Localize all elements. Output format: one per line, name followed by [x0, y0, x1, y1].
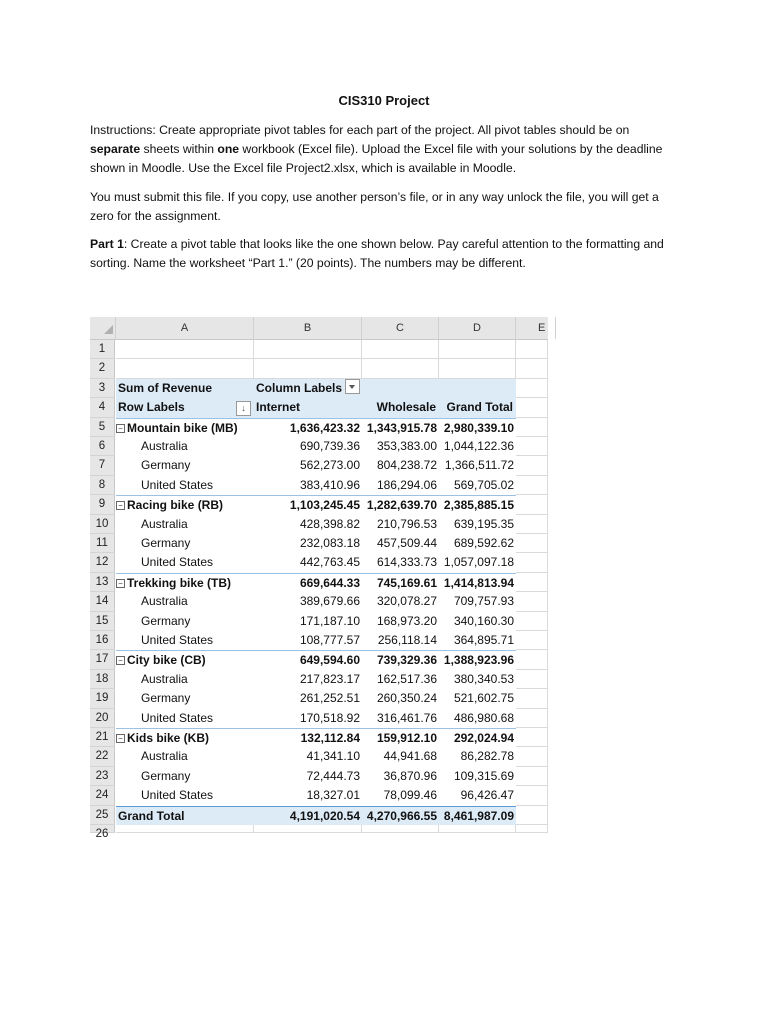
instructions-paragraph	[90, 121, 680, 178]
row-number[interactable]: 20	[90, 709, 115, 728]
column-labels-text: Column Labels	[256, 380, 343, 395]
empty-cell[interactable]	[439, 825, 516, 833]
group-internet-value[interactable]: 1,103,245.45	[254, 495, 362, 514]
sheet-row	[90, 825, 548, 840]
wholesale-value[interactable]: 78,099.46	[383, 788, 437, 803]
country-label[interactable]: United States	[141, 788, 214, 803]
sheet-row	[90, 456, 548, 475]
empty-cell[interactable]	[516, 592, 548, 611]
group-internet-value[interactable]: 132,112.84	[254, 728, 362, 747]
total-value[interactable]: 1,057,097.18	[443, 555, 514, 570]
total-value[interactable]: 569,705.02	[453, 477, 514, 492]
empty-cell[interactable]	[516, 786, 548, 805]
part1-lead: Part 1	[90, 237, 124, 251]
row-number[interactable]: 9	[90, 495, 115, 514]
collapse-minus-icon[interactable]: −	[116, 734, 125, 743]
internet-value[interactable]: 690,739.36	[299, 439, 360, 453]
internet-value[interactable]: 383,410.96	[299, 477, 360, 492]
column-header-d[interactable]: D	[439, 317, 516, 339]
row-number[interactable]: 13	[90, 573, 115, 592]
empty-cell[interactable]	[516, 437, 548, 456]
sheet-row	[90, 592, 548, 611]
pivot-row-labels[interactable]	[116, 398, 254, 417]
empty-cell[interactable]	[116, 340, 254, 359]
sort-filter-icon[interactable]: ↓	[236, 401, 251, 416]
sheet-row	[90, 534, 548, 553]
group-name: Racing bike (RB)	[127, 498, 224, 513]
wholesale-value[interactable]: 168,973.20	[376, 613, 437, 628]
row-number[interactable]: 5	[90, 418, 115, 437]
sheet-row	[90, 786, 548, 805]
group-label[interactable]	[116, 728, 254, 747]
group-total-value[interactable]: 2,385,885.15	[439, 495, 516, 514]
empty-cell[interactable]	[254, 825, 362, 833]
row-number[interactable]: 16	[90, 631, 115, 650]
row-number[interactable]: 8	[90, 476, 115, 495]
empty-cell[interactable]	[439, 340, 516, 359]
country-label[interactable]: United States	[141, 477, 214, 492]
internet-value[interactable]: 562,273.00	[299, 458, 360, 473]
row-number[interactable]: 26	[90, 825, 115, 833]
sheet-row	[90, 670, 548, 689]
sheet-row	[90, 612, 548, 631]
row-number[interactable]: 3	[90, 379, 115, 398]
total-value[interactable]: 709,757.93	[453, 594, 514, 609]
group-name: City bike (CB)	[127, 653, 206, 668]
empty-cell[interactable]	[516, 825, 548, 833]
total-value[interactable]: 86,282.78	[460, 749, 514, 764]
empty-cell[interactable]	[516, 728, 548, 747]
empty-cell[interactable]	[516, 689, 548, 708]
row-number[interactable]: 2	[90, 359, 115, 378]
sheet-row	[90, 359, 548, 378]
country-label[interactable]: Australia	[141, 671, 188, 686]
wholesale-value[interactable]: 210,796.53	[376, 516, 437, 531]
select-all-triangle-icon	[104, 325, 113, 334]
empty-cell[interactable]	[439, 359, 516, 378]
group-internet-value[interactable]: 1,636,423.32	[254, 418, 362, 437]
internet-value[interactable]: 261,252.51	[299, 691, 360, 706]
group-wholesale-value[interactable]: 159,912.10	[362, 728, 439, 747]
country-label[interactable]: Germany	[141, 613, 191, 628]
group-internet-value[interactable]: 649,594.60	[254, 650, 362, 669]
row-number[interactable]: 1	[90, 340, 115, 359]
total-value[interactable]: 1,044,122.36	[443, 439, 514, 453]
internet-value[interactable]: 389,679.66	[299, 594, 360, 609]
empty-cell[interactable]	[116, 359, 254, 378]
sheet-row	[90, 709, 548, 728]
group-wholesale-value[interactable]: 745,169.61	[362, 573, 439, 592]
wholesale-value[interactable]: 457,509.44	[376, 536, 437, 550]
part1-paragraph	[90, 235, 680, 273]
total-value[interactable]: 340,160.30	[453, 613, 514, 628]
row-number[interactable]: 14	[90, 592, 115, 611]
total-value[interactable]: 109,315.69	[453, 768, 514, 783]
country-label[interactable]: United States	[141, 633, 214, 647]
row-number[interactable]: 10	[90, 515, 115, 534]
empty-cell[interactable]	[516, 631, 548, 650]
sheet-row	[90, 515, 548, 534]
sheet-row	[90, 418, 548, 437]
sheet-row	[90, 689, 548, 708]
internet-value[interactable]: 108,777.57	[299, 633, 360, 647]
wholesale-value[interactable]: 316,461.76	[376, 710, 437, 725]
internet-value[interactable]: 442,763.45	[299, 555, 360, 570]
empty-cell[interactable]	[516, 515, 548, 534]
total-value[interactable]: 689,592.62	[453, 536, 514, 550]
group-label[interactable]	[116, 573, 254, 592]
instructions-text-a: Instructions: Create appropriate pivot tables for each part of the project. All pivot tables should be on	[90, 123, 630, 137]
wholesale-value[interactable]: 162,517.36	[376, 671, 437, 686]
total-value[interactable]: 96,426.47	[460, 788, 514, 803]
empty-cell[interactable]	[254, 359, 362, 378]
total-value[interactable]: 486,980.68	[453, 710, 514, 725]
sheet-row	[90, 553, 548, 572]
sheet-row	[90, 650, 548, 669]
row-labels-text: Row Labels	[118, 400, 185, 415]
header-band-cell[interactable]	[362, 379, 439, 398]
instructions-text-c: sheets within	[140, 142, 218, 156]
empty-cell[interactable]	[516, 767, 548, 786]
pivot-column-labels[interactable]	[254, 379, 362, 398]
internet-value[interactable]: 41,341.10	[306, 749, 360, 764]
internet-value[interactable]: 232,083.18	[299, 536, 360, 550]
country-label[interactable]: Australia	[141, 749, 188, 764]
row-number[interactable]: 12	[90, 553, 115, 572]
group-total-value[interactable]: 1,388,923.96	[439, 650, 516, 669]
row-number[interactable]: 23	[90, 767, 115, 786]
filter-dropdown-icon[interactable]	[345, 379, 360, 394]
collapse-minus-icon[interactable]: −	[116, 656, 125, 665]
country-label[interactable]: Australia	[141, 516, 188, 531]
row-number[interactable]: 11	[90, 534, 115, 553]
column-header-grand-total[interactable]: Grand Total	[439, 398, 516, 417]
empty-cell[interactable]	[516, 806, 548, 825]
group-label[interactable]	[116, 418, 254, 437]
wholesale-value[interactable]: 36,870.96	[383, 768, 437, 783]
wholesale-value[interactable]: 44,941.68	[383, 749, 437, 764]
sheet-row	[90, 437, 548, 456]
collapse-minus-icon[interactable]: −	[116, 579, 125, 588]
wholesale-value[interactable]: 320,078.27	[376, 594, 437, 609]
total-value[interactable]: 364,895.71	[453, 633, 514, 647]
empty-cell[interactable]	[516, 553, 548, 572]
country-label[interactable]: United States	[141, 710, 214, 725]
group-label[interactable]	[116, 495, 254, 514]
row-number[interactable]: 25	[90, 806, 115, 825]
country-label[interactable]: Germany	[141, 536, 191, 550]
empty-cell[interactable]	[516, 534, 548, 553]
row-number[interactable]: 7	[90, 456, 115, 475]
empty-cell[interactable]	[516, 476, 548, 495]
sheet-row	[90, 495, 548, 514]
column-header-wholesale[interactable]: Wholesale	[362, 398, 439, 417]
spreadsheet-screenshot	[90, 317, 548, 840]
empty-cell[interactable]	[516, 418, 548, 437]
empty-cell[interactable]	[516, 340, 548, 359]
row-number[interactable]: 6	[90, 437, 115, 456]
row-number[interactable]: 21	[90, 728, 115, 747]
empty-cell[interactable]	[516, 709, 548, 728]
column-header-e[interactable]: E	[516, 317, 556, 339]
empty-cell[interactable]	[516, 747, 548, 766]
wholesale-value[interactable]: 256,118.14	[377, 633, 437, 647]
sheet-row	[90, 747, 548, 766]
grand-total-wholesale[interactable]: 4,270,966.55	[362, 806, 439, 825]
group-label[interactable]	[116, 650, 254, 669]
total-value[interactable]: 1,366,511.72	[444, 458, 514, 473]
internet-value[interactable]: 170,518.92	[299, 710, 360, 725]
country-label[interactable]: Germany	[141, 768, 191, 783]
wholesale-value[interactable]: 353,383.00	[376, 439, 437, 453]
column-header-bar	[90, 317, 548, 340]
sheet-row	[90, 806, 548, 825]
empty-cell[interactable]	[516, 379, 548, 398]
group-wholesale-value[interactable]: 1,343,915.78	[362, 418, 439, 437]
collapse-minus-icon[interactable]: −	[116, 424, 125, 433]
wholesale-value[interactable]: 260,350.24	[376, 691, 437, 706]
country-label[interactable]: Australia	[141, 594, 188, 609]
country-label[interactable]: Germany	[141, 691, 191, 706]
country-label[interactable]: Australia	[141, 439, 188, 453]
empty-cell[interactable]	[362, 825, 439, 833]
empty-cell[interactable]	[516, 612, 548, 631]
sheet-row	[90, 728, 548, 747]
internet-value[interactable]: 217,823.17	[299, 671, 360, 686]
group-name: Trekking bike (TB)	[127, 575, 232, 590]
header-band-cell[interactable]	[439, 379, 516, 398]
row-number[interactable]: 4	[90, 398, 115, 417]
empty-cell[interactable]	[516, 650, 548, 669]
row-number[interactable]: 18	[90, 670, 115, 689]
sheet-row	[90, 398, 548, 417]
empty-cell[interactable]	[362, 340, 439, 359]
row-number[interactable]: 19	[90, 689, 115, 708]
instructions-text-e: workbook (Excel file). Upload the Excel file with your solutions by the deadline shown in Moodle. Use the Excel file Project2.xlsx, which is available in Moodle.	[90, 142, 663, 175]
empty-cell[interactable]	[516, 359, 548, 378]
column-header-a[interactable]: A	[116, 317, 254, 339]
country-label[interactable]: United States	[141, 555, 214, 570]
group-total-value[interactable]: 292,024.94	[439, 728, 516, 747]
instructions-emph-separate: separate	[90, 142, 141, 156]
internet-value[interactable]: 18,327.01	[306, 788, 360, 803]
row-number[interactable]: 15	[90, 612, 115, 631]
internet-value[interactable]: 72,444.73	[306, 768, 360, 783]
sheet-row	[90, 340, 548, 359]
sheet-row	[90, 631, 548, 650]
wholesale-value[interactable]: 186,294.06	[376, 477, 437, 492]
total-value[interactable]: 380,340.53	[453, 671, 514, 686]
part1-text: : Create a pivot table that looks like the one shown below. Pay careful attention to the formatting and sorting. Name the worksheet “Part 1.” (20 points). The numbers may be different.	[90, 237, 664, 270]
group-name: Kids bike (KB)	[127, 731, 210, 745]
internet-value[interactable]: 428,398.82	[299, 516, 360, 531]
empty-cell[interactable]	[516, 670, 548, 689]
empty-cell[interactable]	[516, 398, 548, 417]
wholesale-value[interactable]: 804,238.72	[376, 458, 437, 473]
country-label[interactable]: Germany	[141, 458, 191, 473]
empty-cell[interactable]	[362, 359, 439, 378]
sheet-row	[90, 573, 548, 592]
group-total-value[interactable]: 1,414,813.94	[439, 573, 516, 592]
empty-cell[interactable]	[254, 340, 362, 359]
column-header-c[interactable]: C	[362, 317, 439, 339]
total-value[interactable]: 639,195.35	[453, 516, 514, 531]
row-number[interactable]: 24	[90, 786, 115, 805]
pivot-value-label[interactable]: Sum of Revenue	[116, 379, 254, 398]
column-header-internet[interactable]: Internet	[254, 398, 362, 417]
row-number[interactable]: 22	[90, 747, 115, 766]
group-name: Mountain bike (MB)	[127, 420, 238, 435]
empty-cell[interactable]	[516, 495, 548, 514]
select-all-corner[interactable]	[90, 317, 116, 339]
sheet-row	[90, 476, 548, 495]
row-number[interactable]: 17	[90, 650, 115, 669]
group-wholesale-value[interactable]: 739,329.36	[362, 650, 439, 669]
total-value[interactable]: 521,602.75	[453, 691, 514, 706]
column-header-b[interactable]: B	[254, 317, 362, 339]
empty-cell[interactable]	[516, 456, 548, 475]
empty-cell[interactable]	[516, 573, 548, 592]
group-wholesale-value[interactable]: 1,282,639.70	[362, 495, 439, 514]
grand-total-label[interactable]: Grand Total	[116, 806, 254, 825]
instructions-emph-one: one	[217, 142, 240, 156]
sheet-row	[90, 767, 548, 786]
group-internet-value[interactable]: 669,644.33	[254, 573, 362, 592]
grand-total-overall[interactable]: 8,461,987.09	[439, 806, 516, 825]
internet-value[interactable]: 171,187.10	[299, 613, 360, 628]
group-total-value[interactable]: 2,980,339.10	[439, 418, 516, 437]
submission-paragraph: You must submit this file. If you copy, use another person’s file, or in any way unlock the file, you will get a zero for the assignment.	[90, 190, 659, 223]
wholesale-value[interactable]: 614,333.73	[376, 555, 437, 570]
grand-total-internet[interactable]: 4,191,020.54	[254, 806, 362, 825]
sheet-row	[90, 379, 548, 398]
empty-cell[interactable]	[116, 825, 254, 833]
collapse-minus-icon[interactable]: −	[116, 501, 125, 510]
document-title: CIS310 Project	[338, 93, 430, 108]
